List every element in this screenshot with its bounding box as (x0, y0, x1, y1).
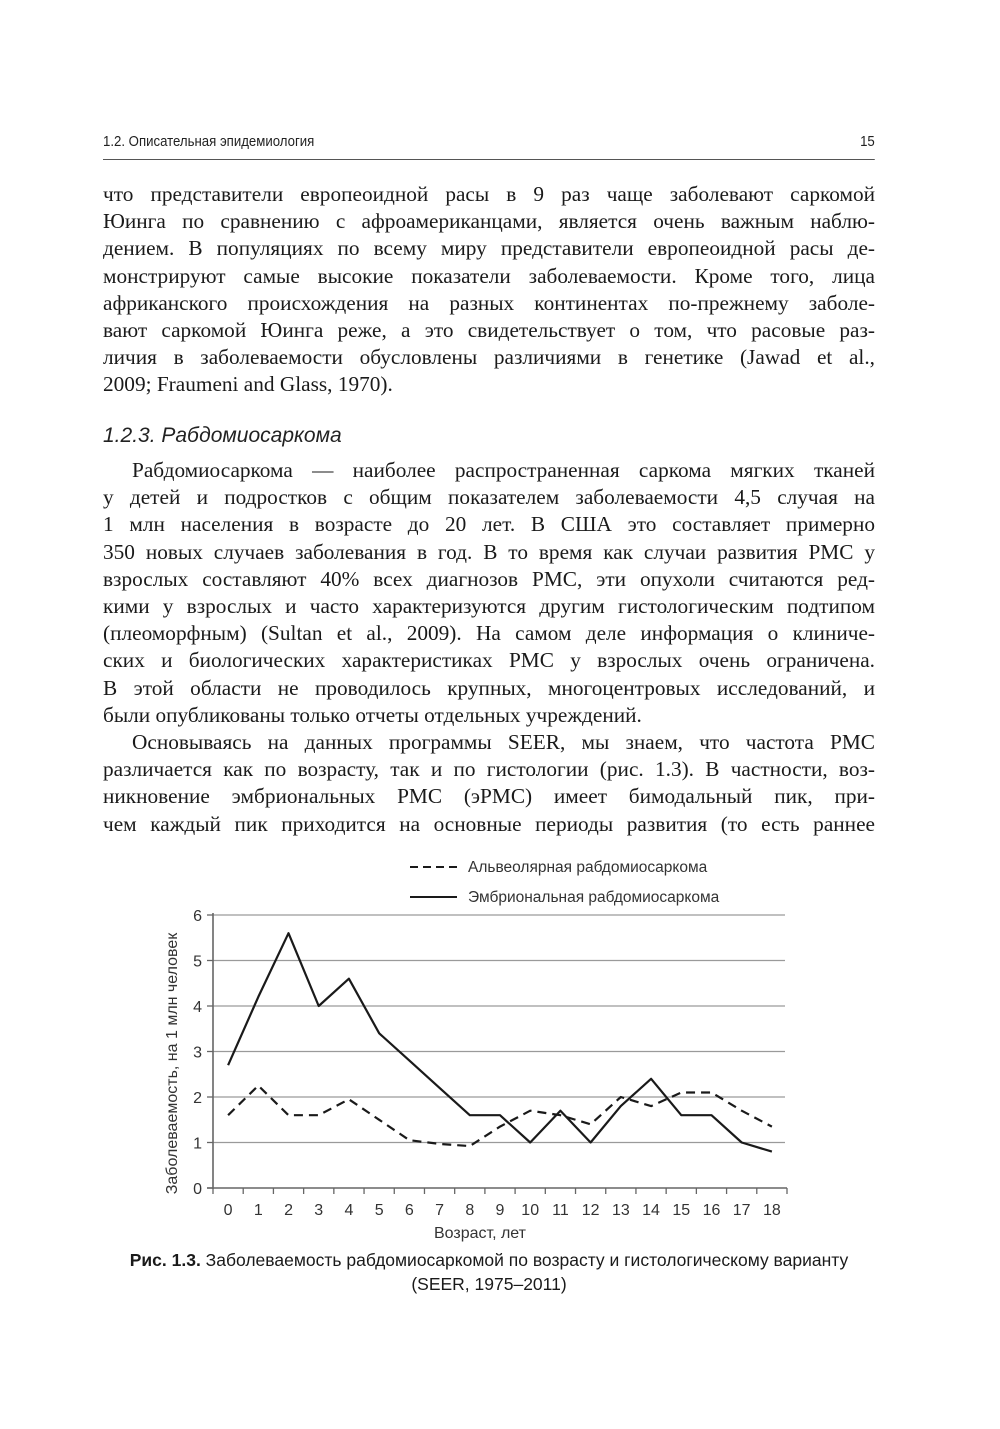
x-tick-label: 7 (435, 1202, 445, 1219)
x-tick-label: 14 (642, 1202, 660, 1219)
legend-label: Эмбриональная рабдомиосаркома (468, 889, 720, 906)
text-line: 350 новых случаев заболевания в год. В то время как случаи развития РМС у (103, 539, 875, 564)
x-tick-label: 6 (404, 1202, 414, 1219)
text-line: что представители европеоидной расы в 9 раз чаще заболевают саркомой (103, 182, 875, 206)
y-tick-label: 0 (193, 1181, 202, 1198)
text-line: африканского происхождения на разных континентах по-прежнему заболе- (103, 290, 875, 315)
y-axis-label: Заболеваемость, на 1 млн человек (164, 932, 181, 1195)
text-line: Юинга по сравнению с афроамериканцами, является очень важным наблю- (103, 209, 875, 234)
caption-label: Рис. 1.3. (129, 1250, 201, 1270)
x-tick-label: 3 (314, 1202, 324, 1219)
paragraph-seer (103, 729, 875, 838)
x-tick-label: 8 (465, 1202, 475, 1219)
x-tick-label: 12 (581, 1202, 600, 1219)
x-tick-label: 0 (223, 1202, 233, 1219)
text-line: никновение эмбриональных РМС (эРМС) имеет бимодальный пик, при- (103, 784, 875, 809)
y-tick-label: 2 (193, 1090, 202, 1107)
text-line: Рабдомиосаркома — наиболее распространенная саркома мягких тканей (132, 458, 875, 482)
running-head-section-title: 1.2. Описательная эпидемиология (103, 133, 315, 150)
x-tick-label: 18 (762, 1202, 781, 1219)
running-head (103, 133, 875, 160)
x-tick-label: 2 (284, 1202, 293, 1219)
text-line: у детей и подростков с общим показателем заболеваемости 4,5 случая на (103, 485, 875, 510)
x-tick-label: 13 (611, 1202, 630, 1219)
x-tick-label: 9 (495, 1202, 505, 1219)
page-number: 15 (860, 133, 875, 150)
x-tick-label: 16 (702, 1202, 721, 1219)
x-tick-label: 15 (672, 1202, 691, 1219)
text-line: чем каждый пик приходится на основные периоды развития (то есть раннее (103, 811, 875, 836)
caption-line-2: (SEER, 1975–2011) (411, 1274, 567, 1294)
figure-caption (103, 1248, 875, 1296)
text-line: были опубликованы только отчеты отдельных учреждений. (103, 702, 642, 727)
legend-label: Альвеолярная рабдомиосаркома (468, 859, 708, 876)
y-tick-label: 4 (193, 999, 202, 1016)
text-line: вают саркомой Юинга реже, а это свидетельствует о том, что расовые раз- (103, 318, 875, 343)
caption-text: Заболеваемость рабдомиосаркомой по возрасту и гистологическому варианту (200, 1250, 849, 1270)
text-line: 2009; Fraumeni and Glass, 1970). (103, 372, 393, 397)
text-line: кими у взрослых и часто характеризуются другим гистологическим подтипом (103, 594, 875, 619)
paragraph-rms-overview (103, 457, 875, 729)
x-axis-label: Возраст, лет (434, 1225, 526, 1242)
x-tick-label: 11 (552, 1202, 569, 1219)
x-tick-label: 5 (374, 1202, 384, 1219)
text-line: различается как по возрасту, так и по гистологии (рис. 1.3). В частности, воз- (103, 757, 875, 782)
section-heading: 1.2.3. Рабдомиосаркома (103, 424, 342, 447)
y-tick-label: 3 (193, 1044, 202, 1062)
text-line: личия в заболеваемости обусловлены различиями в генетике (Jawad et al., (103, 345, 875, 370)
text-line: монстрируют самые высокие показатели заболеваемости. Кроме того, лица (103, 263, 875, 288)
x-tick-label: 17 (732, 1202, 751, 1219)
x-tick-label: 1 (253, 1202, 263, 1219)
series-alveolar-line (228, 1086, 772, 1147)
series-embryonal-line (228, 933, 772, 1151)
text-line: взрослых составляют 40% всех диагнозов РМС, эти опухоли считаются ред- (103, 566, 875, 591)
y-tick-label: 5 (193, 953, 202, 971)
paragraph-ewing-race (103, 181, 875, 399)
text-line: ских и биологических характеристиках РМС у взрослых очень ограничена. (103, 648, 875, 673)
y-tick-label: 6 (193, 908, 202, 925)
text-line: 1 млн населения в возрасте до 20 лет. В США это составляет примерно (103, 512, 875, 537)
x-tick-label: 10 (521, 1202, 540, 1219)
text-line: дением. В популяциях по всему миру представители европеоидной расы де- (103, 236, 875, 261)
x-tick-label: 4 (344, 1202, 354, 1219)
text-line: Основываясь на данных программы SEER, мы знаем, что частота РМС (132, 730, 875, 754)
text-line: В этой области не проводилось крупных, многоцентровых исследований, и (103, 675, 875, 700)
y-tick-label: 1 (193, 1135, 202, 1153)
text-line: (плеоморфным) (Sultan et al., 2009). На самом деле информация о клиниче- (103, 621, 875, 646)
